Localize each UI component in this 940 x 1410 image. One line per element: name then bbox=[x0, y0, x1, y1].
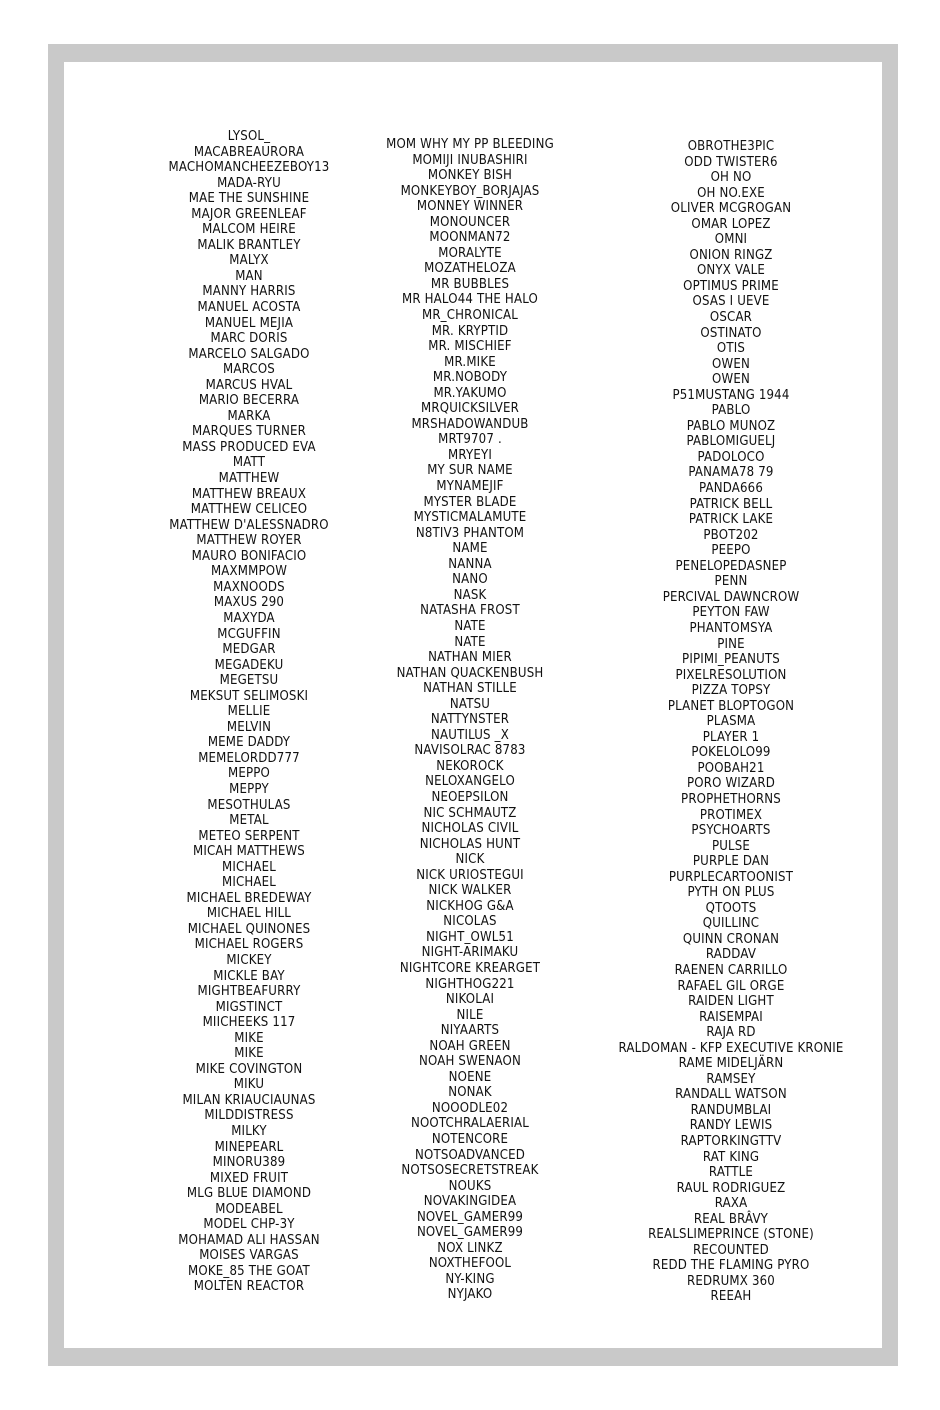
credit-name: REAL BRÂVY bbox=[693, 1211, 769, 1227]
credit-name: RAENEN CARRILLO bbox=[674, 962, 788, 978]
credit-name: NIYAARTS bbox=[440, 1023, 500, 1039]
credit-name: PROPHETHORNS bbox=[681, 791, 781, 807]
credit-name: RATTLE bbox=[708, 1165, 754, 1181]
credits-column-3 bbox=[568, 139, 894, 1305]
credit-name: NATHAN QUACKENBUSH bbox=[396, 665, 544, 681]
credit-name: RAIDEN LIGHT bbox=[688, 994, 774, 1010]
credit-name: MCGUFFIN bbox=[217, 626, 281, 642]
credit-name: RAME MIDELJÄRN bbox=[678, 1056, 784, 1072]
credit-name: RAXA bbox=[714, 1196, 748, 1212]
credit-name: NATE bbox=[454, 618, 486, 634]
credit-name: MONNEY WINNER bbox=[416, 199, 524, 215]
credit-name: MOISES VARGAS bbox=[199, 1248, 299, 1264]
credit-name: NATASHA FROST bbox=[420, 603, 520, 619]
credit-name: PORO WIZARD bbox=[686, 776, 776, 792]
credit-name: NAUTILUS _X bbox=[431, 727, 509, 743]
credits-page bbox=[64, 62, 882, 1348]
credit-name: MRYEYI bbox=[448, 447, 492, 463]
credit-name: MIICHEEKS 117 bbox=[202, 1015, 296, 1031]
credit-name: OTIS bbox=[716, 341, 746, 357]
credit-name: MACHOMANCHEEZEBOY13 bbox=[168, 160, 330, 176]
credit-name: NICK URIOSTEGUI bbox=[416, 867, 524, 883]
credit-name: OWEN bbox=[712, 372, 750, 388]
credit-name: MAXYDA bbox=[223, 610, 275, 626]
credit-name: METAL bbox=[229, 813, 269, 829]
credit-name: MINEPEARL bbox=[214, 1139, 284, 1155]
credit-name: OMAR LOPEZ bbox=[691, 216, 771, 232]
credit-name: MICAH MATTHEWS bbox=[193, 844, 305, 860]
credit-name: MARC DORIS bbox=[210, 331, 288, 347]
credit-name: METEO SERPENT bbox=[198, 828, 300, 844]
credit-name: NONAK bbox=[448, 1085, 492, 1101]
credit-name: MILAN KRIAUCIAUNAS bbox=[182, 1092, 316, 1108]
credit-name: PULSE bbox=[711, 838, 751, 854]
credit-name: OSCAR bbox=[709, 310, 753, 326]
credit-name: NIGHT_OWL51 bbox=[426, 929, 514, 945]
credit-name: NOOTCHRALAERIAL bbox=[410, 1116, 530, 1132]
credit-name: OSTINATO bbox=[700, 325, 762, 341]
credit-name: MONKEYBOY_BORJAJAS bbox=[400, 183, 540, 199]
credit-name: MARQUES TURNER bbox=[192, 424, 306, 440]
credit-name: QTOOTS bbox=[705, 900, 757, 916]
credit-name: RALDOMAN - KFP EXECUTIVE KRONIE bbox=[618, 1040, 844, 1056]
credit-name: MAE THE SUNSHINE bbox=[188, 191, 310, 207]
credit-name: NANO bbox=[452, 572, 488, 588]
credit-name: MICHAEL HILL bbox=[206, 906, 292, 922]
credit-name: MORALYTE bbox=[438, 245, 502, 261]
credit-name: NELOXANGELO bbox=[425, 774, 515, 790]
credit-name: RAPTORKINGTTV bbox=[680, 1134, 782, 1149]
credit-name: NOUKS bbox=[448, 1178, 492, 1194]
credit-name: PYTH ON PLUS bbox=[687, 885, 775, 901]
credit-name: MESOTHULAS bbox=[207, 797, 291, 813]
credit-name: RAFAEL GIL ORGE bbox=[677, 978, 785, 994]
credit-name: PEEPO bbox=[711, 543, 751, 559]
credit-name: NIGHTHOG221 bbox=[425, 976, 515, 992]
credit-name: PROTIMEX bbox=[699, 807, 763, 823]
credit-name: P51MUSTANG 1944 bbox=[672, 387, 790, 403]
credit-name: NAVISOLRAC 8783 bbox=[414, 743, 526, 759]
credit-name: PANDA666 bbox=[698, 481, 764, 497]
credit-name: MADA-RYU bbox=[217, 175, 281, 191]
credit-name: NOAH SWENAON bbox=[419, 1054, 521, 1070]
credit-name: MANNY HARRIS bbox=[202, 284, 296, 300]
credit-name: ONYX VALE bbox=[696, 263, 766, 279]
credit-name: MARKA bbox=[227, 408, 271, 424]
credit-name: MATTHEW D'ALESSNADRO bbox=[169, 517, 329, 533]
credit-name: MAXUS 290 bbox=[213, 595, 285, 611]
credit-name: MALCOM HEIRE bbox=[202, 222, 296, 238]
credit-name: MEKSUT SELIMOSKI bbox=[189, 688, 309, 704]
credit-name: NY-KING bbox=[445, 1271, 495, 1287]
credit-name: PLAYER 1 bbox=[702, 729, 760, 745]
credit-name: PBOT202 bbox=[703, 527, 759, 543]
credit-name: MRT9707 . bbox=[438, 432, 502, 448]
credit-name: MR.MIKE bbox=[444, 354, 496, 370]
credit-name: MR. MISCHIEF bbox=[428, 339, 512, 355]
credit-name: MICKEY bbox=[226, 952, 272, 968]
credit-name: NIC SCHMAUTZ bbox=[423, 805, 517, 821]
credit-name: MELLIE bbox=[227, 704, 271, 720]
credit-name: MOZATHELOZA bbox=[424, 261, 516, 277]
credit-name: N8TIV3 PHANTOM bbox=[415, 525, 525, 541]
credit-name: PANAMA78 79 bbox=[688, 465, 774, 481]
credit-name: OH NO bbox=[710, 170, 752, 186]
credit-name: NATTYNSTER bbox=[430, 712, 510, 728]
credit-name: MYSTER BLADE bbox=[423, 494, 517, 510]
credit-name: RAT KING bbox=[702, 1149, 760, 1165]
credit-name: MR. KRYPTID bbox=[431, 323, 509, 339]
credit-name: RAJA RD bbox=[706, 1025, 756, 1041]
credit-name: ODD TWISTER6 bbox=[684, 154, 778, 170]
credit-name: NICK bbox=[455, 852, 485, 868]
credit-name: PLASMA bbox=[706, 714, 756, 730]
credit-name: ONION RINGZ bbox=[689, 247, 773, 263]
credit-name: NICOLAS bbox=[443, 914, 497, 930]
credit-name: MALIK BRANTLEY bbox=[197, 237, 301, 253]
credit-name: MEMELORDD777 bbox=[198, 750, 300, 766]
credit-name: OH NO.EXE bbox=[697, 185, 765, 201]
credit-name: MLG BLUE DIAMOND bbox=[186, 1186, 312, 1202]
credit-name: MOONMAN72 bbox=[429, 230, 511, 246]
credit-name: MARCUS HVAL bbox=[205, 377, 293, 393]
credit-name: NILE bbox=[456, 1007, 484, 1023]
credit-name: MATTHEW bbox=[218, 471, 280, 487]
credit-name: NOTENCORE bbox=[431, 1132, 509, 1147]
credit-name: MALYX bbox=[229, 253, 269, 269]
credit-name: NATHAN MIER bbox=[428, 650, 512, 666]
credit-name: MRSHADOWANDUB bbox=[411, 416, 529, 432]
credit-name: PEYTON FAW bbox=[692, 605, 770, 621]
credit-name: MY SUR NAME bbox=[427, 463, 513, 479]
credit-name: MIGHTBEAFURRY bbox=[197, 984, 301, 1000]
credit-name: NEOEPSILON bbox=[431, 789, 509, 805]
credit-name: NOVEL_GAMER99 bbox=[416, 1225, 524, 1241]
credit-name: MIGSTINCT bbox=[215, 999, 283, 1015]
credit-name: MOM WHY MY PP BLEEDING bbox=[386, 137, 554, 152]
credit-name: RECOUNTED bbox=[693, 1242, 769, 1258]
credit-name: RAMSEY bbox=[706, 1071, 756, 1087]
credit-name: OSAS I UEVE bbox=[692, 294, 770, 310]
credit-name: OLIVER MCGROGAN bbox=[670, 201, 792, 217]
credit-name: POOBAH21 bbox=[697, 760, 765, 776]
credit-name: NICHOLAS CIVIL bbox=[421, 821, 519, 837]
credit-name: RANDUMBLAI bbox=[690, 1102, 772, 1118]
credit-name: MELVIN bbox=[226, 719, 272, 735]
credit-name: NATE bbox=[454, 634, 486, 650]
credit-name: MR HALO44 THE HALO bbox=[402, 292, 538, 308]
credit-name: MARCELO SALGADO bbox=[188, 346, 310, 362]
credit-name: PATRICK LAKE bbox=[688, 512, 774, 528]
credit-name: PIPIMI_PEANUTS bbox=[682, 652, 780, 668]
credit-name: NOX LINKZ bbox=[437, 1240, 503, 1256]
credit-name: RAISEMPAI bbox=[699, 1009, 763, 1025]
credit-name: MEGETSU bbox=[219, 673, 279, 689]
credit-name: LYSOL_ bbox=[227, 129, 271, 144]
credit-name: MR BUBBLES bbox=[430, 276, 510, 292]
credit-name: REDRUMX 360 bbox=[687, 1273, 775, 1289]
credit-name: QUILLINC bbox=[702, 916, 760, 932]
credit-name: MICHAEL QUINONES bbox=[187, 921, 311, 937]
credit-name: NIGHT-ARIMAKU bbox=[421, 945, 519, 961]
credit-name: MOHAMAD ALI HASSAN bbox=[178, 1232, 320, 1248]
credit-name: PERCIVAL DAWNCROW bbox=[662, 589, 800, 605]
credit-name: NOTSOADVANCED bbox=[415, 1147, 525, 1163]
credit-name: MICHAEL bbox=[221, 859, 277, 875]
credit-name: MARCOS bbox=[223, 362, 275, 378]
credit-name: NYJAKO bbox=[447, 1287, 493, 1303]
credit-name: MIKE bbox=[234, 1046, 264, 1062]
credit-name: PABLOMIGUELJ bbox=[686, 434, 776, 450]
credit-name: NOXTHEFOOL bbox=[428, 1256, 512, 1272]
credit-name: MAN bbox=[235, 268, 263, 284]
credit-name: NIGHTCORE KREARGET bbox=[399, 960, 541, 976]
credit-name: MANUEL MEJIA bbox=[204, 315, 294, 331]
credit-name: PABLO MUNOZ bbox=[686, 418, 776, 434]
credit-name: RANDY LEWIS bbox=[689, 1118, 773, 1134]
credit-name: NOENE bbox=[448, 1069, 492, 1085]
credit-name: NATHAN STILLE bbox=[423, 681, 517, 697]
credit-name: NOVEL_GAMER99 bbox=[416, 1209, 524, 1225]
credit-name: MASS PRODUCED EVA bbox=[182, 439, 316, 455]
credit-name: MAJOR GREENLEAF bbox=[191, 206, 307, 222]
credit-name: MOLTEN REACTOR bbox=[193, 1279, 305, 1295]
credit-name: PLANET BLOPTOGON bbox=[667, 698, 795, 714]
credit-name: PENN bbox=[714, 574, 748, 590]
credit-name: MICKLE BAY bbox=[213, 968, 285, 984]
credit-name: REDD THE FLAMING PYRO bbox=[652, 1258, 810, 1274]
credit-name: MEPPO bbox=[228, 766, 270, 782]
credit-name: OBROTHE3PIC bbox=[687, 139, 775, 154]
credit-name: MAURO BONIFACIO bbox=[191, 548, 307, 564]
credit-name: MARIO BECERRA bbox=[198, 393, 300, 409]
credit-name: MAXMMPOW bbox=[210, 564, 288, 580]
credit-name: PURPLE DAN bbox=[692, 854, 770, 870]
credit-name: NEKOROCK bbox=[436, 758, 504, 774]
credit-name: RAUL RODRIGUEZ bbox=[676, 1180, 786, 1196]
credit-name: QUINN CRONAN bbox=[682, 931, 780, 947]
credit-name: OPTIMUS PRIME bbox=[683, 278, 779, 294]
credit-name: MATTHEW BREAUX bbox=[191, 486, 307, 502]
credit-name: MICHAEL ROGERS bbox=[194, 937, 304, 953]
credit-name: NICK WALKER bbox=[428, 883, 512, 899]
credit-name: MR_CHRONICAL bbox=[421, 308, 519, 324]
credit-name: MIKE bbox=[234, 1030, 264, 1046]
credit-name: MONOUNCER bbox=[429, 214, 511, 230]
credit-name: MILKY bbox=[231, 1124, 267, 1139]
credit-name: NASK bbox=[453, 587, 487, 603]
credit-name: REEAH bbox=[710, 1289, 752, 1305]
credit-name: NICHOLAS HUNT bbox=[419, 836, 521, 852]
credit-name: MRQUICKSILVER bbox=[421, 401, 519, 417]
credit-name: PURPLECARTOONIST bbox=[668, 869, 794, 885]
credit-name: MATTHEW ROYER bbox=[196, 533, 302, 549]
credit-name: MATT bbox=[232, 455, 266, 471]
credit-name: MONKEY BISH bbox=[427, 168, 513, 184]
credit-name: NIKOLAI bbox=[445, 992, 495, 1008]
credit-name: MANUEL ACOSTA bbox=[197, 300, 301, 316]
credit-name: OWEN bbox=[712, 356, 750, 372]
credit-name: MACABREAURORA bbox=[193, 144, 305, 160]
credit-name: MODEL CHP-3Y bbox=[203, 1217, 295, 1233]
credit-name: PSYCHOARTS bbox=[691, 823, 771, 839]
credit-name: MEPPY bbox=[229, 781, 269, 797]
credit-name: NOAH GREEN bbox=[429, 1038, 511, 1054]
credit-name: MICHAEL BREDEWAY bbox=[186, 890, 312, 906]
credit-name: MEGADEKU bbox=[214, 657, 284, 673]
credit-name: MICHAEL bbox=[221, 875, 277, 891]
credit-name: REALSLIMEPRINCE (STONE) bbox=[648, 1227, 814, 1243]
credit-name: MILDDISTRESS bbox=[204, 1108, 294, 1124]
credit-name: PINE bbox=[717, 636, 745, 652]
credit-name: MIKU bbox=[233, 1077, 265, 1093]
credit-name: NATSU bbox=[449, 696, 491, 712]
credit-name: MOMIJI INUBASHIRI bbox=[412, 152, 528, 168]
credit-name: MAXNOODS bbox=[213, 579, 285, 595]
credit-name: NOTSOSECRETSTREAK bbox=[401, 1163, 539, 1179]
credit-name: PIXELRESOLUTION bbox=[675, 667, 787, 683]
credit-name: PADOLOCO bbox=[697, 449, 765, 465]
credit-name: MEDGAR bbox=[222, 642, 276, 658]
credit-name: NAME bbox=[452, 541, 488, 557]
credit-name: MATTHEW CELICEO bbox=[190, 502, 308, 518]
credit-name: RADDAV bbox=[705, 947, 757, 963]
credit-name: RANDALL WATSON bbox=[675, 1087, 787, 1103]
credit-name: NOVAKINGIDEA bbox=[423, 1194, 517, 1210]
credit-name: PABLO bbox=[711, 403, 751, 419]
credit-name: MEME DADDY bbox=[207, 735, 291, 751]
credit-name: NOOODLE02 bbox=[431, 1100, 509, 1116]
credit-name: MIXED FRUIT bbox=[209, 1170, 289, 1186]
credit-name: OMNI bbox=[714, 232, 748, 248]
credit-name: MYSTICMALAMUTE bbox=[413, 510, 527, 526]
credit-name: PIZZA TOPSY bbox=[691, 683, 771, 699]
credit-name: POKELOLO99 bbox=[691, 745, 771, 761]
credit-name: MOKE_85 THE GOAT bbox=[188, 1263, 310, 1279]
credit-name: MODEABEL bbox=[215, 1201, 283, 1217]
credit-name: PHANTOMSYA bbox=[689, 620, 773, 636]
credit-name: PATRICK BELL bbox=[689, 496, 773, 512]
credit-name: PENELOPEDASNEP bbox=[675, 558, 787, 574]
credit-name: MR.YAKUMO bbox=[433, 385, 507, 401]
credit-name: MYNAMEJIF bbox=[436, 479, 504, 495]
credit-name: NANNA bbox=[448, 556, 492, 572]
credit-name: MINORU389 bbox=[212, 1155, 286, 1171]
credit-name: MIKE COVINGTON bbox=[195, 1061, 303, 1077]
credit-name: MR.NOBODY bbox=[432, 370, 508, 386]
credit-name: NICKHOG G&A bbox=[426, 898, 514, 914]
